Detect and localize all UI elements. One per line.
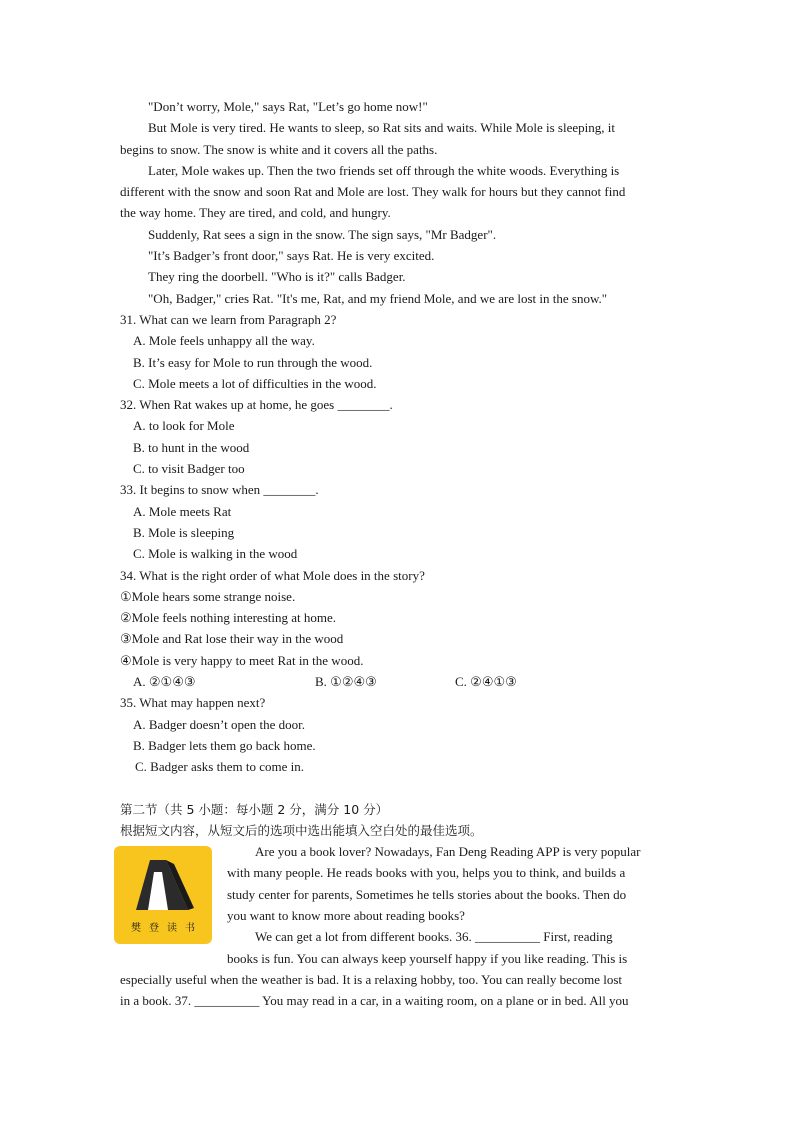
- question-stem: 35. What may happen next?: [120, 695, 266, 711]
- story-line: They ring the doorbell. "Who is it?" calls Badger.: [148, 269, 406, 285]
- story-line: "It’s Badger’s front door," says Rat. He is very excited.: [148, 248, 435, 264]
- option-a[interactable]: A. Badger doesn’t open the door.: [133, 716, 305, 732]
- story-line: begins to snow. The snow is white and it covers all the paths.: [120, 141, 438, 157]
- passage-line: with many people. He reads books with you, helps you to think, and builds a: [227, 865, 626, 881]
- option-b[interactable]: B. to hunt in the wood: [133, 439, 250, 455]
- section-instruction: 根据短文内容，从短文后的选项中选出能填入空白处的最佳选项。: [120, 822, 483, 838]
- question-stem: 34. What is the right order of what Mole does in the story?: [120, 567, 425, 583]
- story-line: "Oh, Badger," cries Rat. "It's me, Rat, and my friend Mole, and we are lost in the snow.": [148, 290, 608, 306]
- story-text: [120, 96, 680, 309]
- option-a[interactable]: A. Mole meets Rat: [133, 503, 232, 519]
- logo-text: 樊登读书: [131, 923, 203, 935]
- fandeng-logo: [114, 846, 212, 944]
- option-b[interactable]: B. ①②④③: [315, 674, 377, 690]
- passage-line: especially useful when the weather is bad. It is a relaxing hobby, too. You can really become lost: [120, 971, 623, 987]
- story-line: the way home. They are tired, and cold, and hungry.: [120, 205, 391, 221]
- story-line: Later, Mole wakes up. Then the two friends set off through the white woods. Everything is: [148, 162, 620, 178]
- question-32: [120, 394, 680, 479]
- story-line: "Don’t worry, Mole," says Rat, "Let’s go home now!": [148, 99, 428, 114]
- option-b[interactable]: B. Mole is sleeping: [133, 524, 235, 540]
- section-header: 第二节（共 5 小题：每小题 2 分，满分 10 分）: [120, 801, 389, 817]
- option-c[interactable]: C. Badger asks them to come in.: [135, 759, 304, 775]
- spacer: [120, 778, 680, 799]
- option-c[interactable]: C. to visit Badger too: [133, 461, 245, 477]
- option-c[interactable]: C. ②④①③: [455, 674, 517, 690]
- order-item: ④Mole is very happy to meet Rat in the wood.: [120, 652, 364, 668]
- passage-line: books is fun. You can always keep yourself happy if you like reading. This is: [227, 950, 628, 966]
- passage-line: We can get a lot from different books. 36. __________ First, reading: [255, 929, 613, 945]
- passage: [120, 841, 680, 1011]
- option-a[interactable]: A. Mole feels unhappy all the way.: [133, 333, 315, 349]
- option-row: [120, 671, 680, 692]
- story-line: But Mole is very tired. He wants to sleep, so Rat sits and waits. While Mole is sleeping, it: [148, 120, 615, 136]
- option-c[interactable]: C. Mole is walking in the wood: [133, 546, 298, 562]
- question-stem: 31. What can we learn from Paragraph 2?: [120, 311, 337, 327]
- question-35: [120, 692, 680, 777]
- question-stem: 33. It begins to snow when ________.: [120, 482, 319, 498]
- option-b[interactable]: B. Badger lets them go back home.: [133, 737, 316, 753]
- question-stem: 32. When Rat wakes up at home, he goes ________.: [120, 397, 393, 413]
- document-page: [120, 96, 680, 1011]
- passage-line: in a book. 37. __________ You may read in a car, in a waiting room, on a plane or in bed. All you: [120, 993, 629, 1009]
- option-b[interactable]: B. It’s easy for Mole to run through the wood.: [133, 354, 373, 370]
- option-a[interactable]: A. to look for Mole: [133, 418, 235, 434]
- passage-line: you want to know more about reading books?: [227, 907, 465, 923]
- story-line: Suddenly, Rat sees a sign in the snow. The sign says, "Mr Badger".: [148, 226, 497, 242]
- order-item: ①Mole hears some strange noise.: [120, 588, 296, 604]
- question-34: [120, 565, 680, 693]
- story-line: different with the snow and soon Rat and Mole are lost. They walk for hours but they cannot find: [120, 184, 626, 200]
- passage-line: Are you a book lover? Nowadays, Fan Deng Reading APP is very popular: [255, 844, 641, 860]
- order-item: ②Mole feels nothing interesting at home.: [120, 610, 336, 626]
- option-c[interactable]: C. Mole meets a lot of difficulties in the wood.: [133, 375, 377, 391]
- option-a[interactable]: A. ②①④③: [133, 674, 196, 690]
- question-33: [120, 479, 680, 564]
- order-item: ③Mole and Rat lose their way in the wood: [120, 631, 344, 647]
- question-31: [120, 309, 680, 394]
- passage-line: study center for parents, Sometimes he tells stories about the books. Then do: [227, 886, 627, 902]
